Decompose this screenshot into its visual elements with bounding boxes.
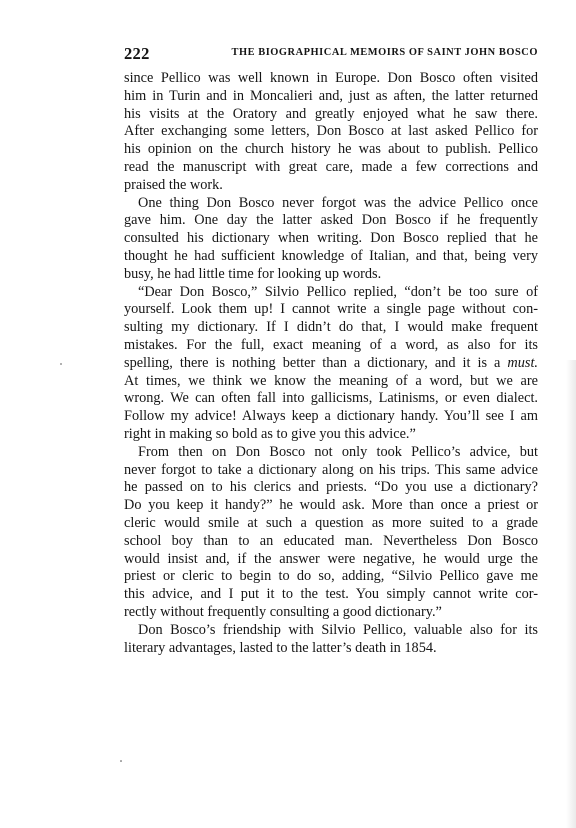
text-line: gave him. One day the latter asked Don Bosco if he frequently — [124, 212, 538, 229]
running-head — [124, 44, 538, 64]
text-line: this advice, and I put it to the test. You simply cannot write cor- — [124, 586, 538, 603]
text-line: yourself. Look them up! I cannot write a single page without con- — [124, 301, 538, 318]
text-line: never forgot to take a dictionary along on his trips. This same advice — [124, 461, 538, 478]
text-line: school boy than to an educated man. Nevertheless Don Bosco — [124, 532, 538, 549]
text-line: One thing Don Bosco never forgot was the advice Pellico once — [138, 194, 538, 211]
emphasized-word: must. — [507, 354, 538, 371]
text-line: Follow my advice! Always keep a dictionary handy. You’ll see I am — [124, 408, 538, 425]
text-line: thought he had sufficient knowledge of Italian, and that, being very — [124, 247, 538, 264]
text-line: rectly without frequently consulting a good dictionary.” — [124, 603, 442, 620]
text-line: read the manuscript with great care, made a few corrections and — [124, 158, 538, 175]
text-line: busy, he had little time for looking up words. — [124, 265, 382, 282]
text-line: his visits at the Oratory and greatly enjoyed what he saw there. — [124, 105, 538, 122]
text-line: mistakes. For the full, exact meaning of a word, as also for its — [124, 336, 538, 353]
text-line: After exchanging some letters, Don Bosco at last asked Pellico for — [124, 123, 538, 140]
text-line: since Pellico was well known in Europe. Don Bosco often visited — [124, 70, 538, 86]
text-line: him in Turin and in Moncalieri and, just as aften, the latter returned — [124, 87, 538, 104]
text-line — [124, 355, 538, 373]
text-line: right in making so bold as to give you this advice.” — [124, 425, 416, 442]
text-line: cleric would smile at such a question as more suited to a grade — [124, 514, 538, 531]
text-line: Don Bosco’s friendship with Silvio Pellico, valuable also for its — [138, 621, 538, 638]
text-line: “Dear Don Bosco,” Silvio Pellico replied, “don’t be too sure of — [138, 283, 538, 300]
text-line: praised the work. — [124, 176, 223, 193]
text-segment: spelling, there is nothing better than a dictionary, and it is a — [124, 354, 508, 371]
page-number: 222 — [124, 44, 150, 63]
text-line: sulting my dictionary. If I didn’t do that, I would make frequent — [124, 319, 538, 336]
text-line: Do you keep it handy?” he would ask. More than once a priest or — [124, 497, 538, 514]
text-line: wrong. We can often fall into gallicisms, Latinisms, or even dialect. — [124, 390, 538, 407]
text-line: consulted his dictionary when writing. Don Bosco replied that he — [124, 230, 538, 247]
text-line: priest or cleric to begin to do so, adding, “Silvio Pellico gave me — [124, 568, 538, 585]
page-edge-shadow — [566, 360, 576, 828]
text-line: would insist and, if the answer were negative, he would urge the — [124, 550, 538, 567]
text-line: From then on Don Bosco not only took Pellico’s advice, but — [138, 443, 538, 460]
running-title: THE BIOGRAPHICAL MEMOIRS OF SAINT JOHN BOSCO — [231, 47, 538, 58]
text-line: his opinion on the church history he was about to publish. Pellico — [124, 141, 538, 158]
text-line: literary advantages, lasted to the latter’s death in 1854. — [124, 639, 437, 656]
text-line: At times, we think we know the meaning of a word, but we are — [124, 372, 538, 389]
text-line: he passed on to his clerics and priests. “Do you use a dictionary? — [124, 479, 538, 496]
scan-speck — [120, 760, 122, 762]
body-text — [124, 70, 538, 657]
scan-speck — [60, 363, 62, 365]
